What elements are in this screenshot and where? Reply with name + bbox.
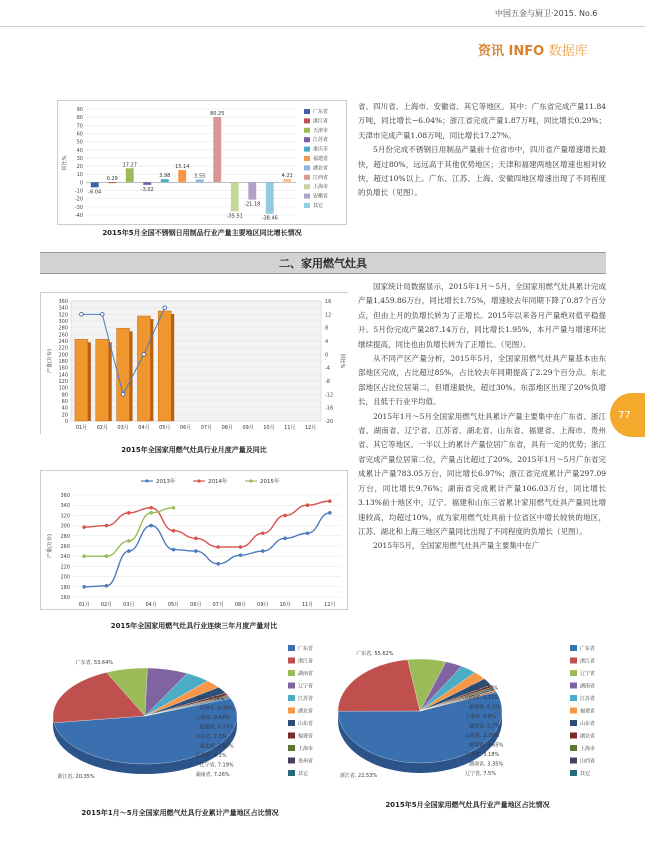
text-block-top <box>358 100 606 201</box>
section-header <box>478 40 588 59</box>
y-tick-label: 30 <box>76 155 83 162</box>
x-tick-label: 11月 <box>301 602 314 608</box>
legend-label: 广东省 <box>298 646 314 652</box>
paragraph-0: 省、四川省、上海市、安徽省、其它等地区。其中：广东省完成产量11.84万吨，同比增长−6.04%；浙江省完成产量1.87万吨，同比增长0.29%；天津市完成产量1.08万吨，同比增长17.27%。 <box>358 102 606 140</box>
x-tick-label: 09月 <box>257 602 269 608</box>
legend-swatch <box>288 745 295 751</box>
slice-label: 福建省, 2.65% <box>469 742 504 749</box>
legend-label: 2014年 <box>208 479 228 485</box>
legend-label: 福建省 <box>580 708 596 715</box>
chart-three-year <box>40 470 348 610</box>
series-point <box>239 553 243 557</box>
slice-label: 其它, 0.34% <box>195 696 225 702</box>
chart-pie-may <box>330 636 605 801</box>
slice-label: 湖北省, 0.7% <box>469 723 500 730</box>
legend-swatch <box>570 733 577 739</box>
y-tick-label: 360 <box>58 299 68 305</box>
legend-swatch <box>570 758 577 764</box>
slice-label: 山西省, 0.15% <box>465 695 500 701</box>
legend-swatch <box>304 194 310 199</box>
legend-swatch <box>570 645 577 651</box>
regional-growth-svg <box>58 101 348 226</box>
slice-label: 上海市, 0.43% <box>195 715 230 721</box>
slice-label: 江苏省, 3.18% <box>465 752 500 758</box>
series-point <box>216 562 220 566</box>
legend-label: 重庆市 <box>313 146 329 153</box>
data-label: 0.29 <box>106 176 118 183</box>
data-label: -6.04 <box>88 189 102 196</box>
y-tick-label: 300 <box>60 523 70 530</box>
legend-label: 天津市 <box>313 127 329 134</box>
paragraph-2: 国家统计局数据显示，2015年1月～5月，全国家用燃气灶具累计完成产量1,459.86万台，同比增长1.75%，增速较去年同期下降了0.87个百分点，但由上月的负增长转为了正增长。2015年以来各月产量绝对值平稳提升。5月份完成产量287.14万台，同比增长1.95%，本月产量与增速环比继续提高，同比也由负增长转为了正增长。（见图）。 <box>358 282 606 349</box>
bar-side <box>88 342 91 421</box>
data-label: 17.27 <box>122 162 137 169</box>
x-tick-label: 01月 <box>75 425 88 431</box>
bar <box>96 339 109 421</box>
legend-label: 其它 <box>298 771 309 777</box>
y2-tick-label: -20 <box>325 419 334 425</box>
magazine-header: 中国五金与厨卫·2015. No.6 <box>495 9 598 18</box>
y-tick-label: 20 <box>61 412 68 419</box>
slice-label: 辽宁省, 7.19% <box>199 762 234 769</box>
series-point <box>216 545 220 549</box>
data-label: -35.51 <box>226 213 243 220</box>
legend-swatch <box>288 658 295 664</box>
bar <box>126 168 134 182</box>
section-en: INFO <box>508 44 545 59</box>
slice-label: 广东省, 53.64% <box>75 660 114 666</box>
x-tick-label: 10月 <box>279 602 291 608</box>
legend-swatch <box>288 695 295 701</box>
legend-label: 江西省 <box>313 174 329 181</box>
bar <box>231 182 239 211</box>
y-tick-label: -40 <box>74 213 83 219</box>
legend-swatch <box>288 670 295 676</box>
slice-label: 江苏省, 4.3% <box>195 753 227 759</box>
legend-swatch <box>304 175 310 180</box>
growth-point <box>163 306 167 310</box>
data-label: 3.55 <box>194 173 206 180</box>
bar <box>178 170 186 182</box>
legend-marker <box>145 479 148 482</box>
x-tick-label: 06月 <box>179 425 192 431</box>
paragraph-1: 5月份完成不锈钢日用制品产量前十位省市中，四川省产量增速增长最快，超过80%，远远高于其他优势地区；天津和福建两地区增速也相对较快，超过10%以上。广东、江苏、上海、安徽四地区增速出现了不同程度的负增长（见图）。 <box>358 145 606 198</box>
series-point <box>172 529 176 533</box>
slice-label: 浙江省, 20.35% <box>57 774 95 780</box>
y-tick-label: 180 <box>58 359 68 365</box>
legend-swatch <box>304 109 310 114</box>
legend-label: 江苏省 <box>298 696 314 702</box>
pie-may-svg <box>330 636 605 801</box>
pie-jan-may-svg <box>40 636 320 801</box>
y2-tick-label: 8 <box>325 325 329 332</box>
legend-label: 2015年 <box>260 479 280 485</box>
legend-label: 福建省 <box>298 733 314 740</box>
bar <box>196 179 204 182</box>
y2-tick-label: -16 <box>325 405 334 412</box>
y-tick-label: 320 <box>60 513 70 520</box>
legend-swatch <box>570 720 577 726</box>
y-tick-label: 40 <box>76 147 83 154</box>
header-divider <box>0 26 645 27</box>
bar <box>158 311 171 421</box>
legend-swatch <box>570 683 577 689</box>
legend-label: 安徽省 <box>313 193 329 200</box>
x-tick-label: 05月 <box>167 602 180 608</box>
series-line <box>84 513 330 587</box>
y-axis-label: 同比% <box>62 155 68 171</box>
y-tick-label: 60 <box>76 131 83 138</box>
y-tick-label: -20 <box>74 196 83 203</box>
series-point <box>283 514 287 518</box>
legend-swatch <box>304 118 310 123</box>
bar <box>248 182 256 199</box>
y2-tick-label: -12 <box>325 392 334 399</box>
bar <box>283 179 291 182</box>
legend-swatch <box>288 645 295 651</box>
slice-label: 辽宁省, 7.5% <box>465 771 496 777</box>
x-tick-label: 08月 <box>221 425 233 431</box>
slice-label: 山东省, 2.26% <box>465 733 500 739</box>
data-label: 3.98 <box>159 173 171 180</box>
legend-swatch <box>570 708 577 714</box>
chart-regional-growth <box>57 100 347 225</box>
section-title: 二、家用燃气灶具 <box>40 252 606 274</box>
y-tick-label: 260 <box>60 544 70 550</box>
y-tick-label: 360 <box>60 493 70 499</box>
bar-side <box>109 342 112 421</box>
y-tick-label: 80 <box>76 115 83 122</box>
slice-label: 广东省, 55.62% <box>356 651 394 657</box>
chart-pie-jan-may <box>40 636 320 801</box>
series-point <box>127 549 131 553</box>
legend-label: 江苏省 <box>313 137 329 144</box>
growth-point <box>100 313 104 317</box>
legend-swatch <box>570 770 577 776</box>
legend-swatch <box>570 670 577 676</box>
legend-label: 浙江省 <box>580 658 596 665</box>
y-tick-label: 280 <box>60 533 70 540</box>
legend-label: 浙江省 <box>298 658 314 665</box>
series-point <box>261 531 265 535</box>
series-point <box>306 503 310 507</box>
caption-pie-may: 2015年5月全国家用燃气灶具行业产量地区占比情况 <box>385 801 550 809</box>
growth-point <box>142 353 146 357</box>
y-tick-label: 0 <box>64 419 68 425</box>
y-tick-label: 340 <box>58 305 68 312</box>
bar <box>143 182 151 184</box>
legend-label: 其它 <box>313 203 324 209</box>
legend-label: 福建省 <box>313 156 329 162</box>
y-tick-label: 80 <box>61 392 68 399</box>
series-point <box>105 554 109 558</box>
y-tick-label: 50 <box>76 139 83 146</box>
legend-swatch <box>304 147 310 152</box>
series-line <box>84 501 330 547</box>
x-tick-label: 05月 <box>159 425 171 431</box>
chart-monthly-output <box>40 292 348 434</box>
series-point <box>306 531 310 535</box>
legend-swatch <box>304 165 310 170</box>
legend-swatch <box>304 184 310 189</box>
bar <box>117 328 130 421</box>
x-tick-label: 09月 <box>242 425 254 431</box>
legend-label: 上海市 <box>580 746 596 752</box>
legend-label: 2013年 <box>156 479 176 485</box>
legend-label: 广东省 <box>313 109 329 115</box>
growth-point <box>80 313 84 317</box>
y-tick-label: 240 <box>58 339 68 345</box>
y-tick-label: 220 <box>60 564 70 571</box>
series-point <box>172 548 176 552</box>
y-tick-label: 10 <box>76 172 83 179</box>
legend-label: 辽宁省 <box>580 671 596 677</box>
legend-marker <box>249 479 252 482</box>
x-tick-label: 12月 <box>324 602 336 608</box>
y-tick-label: 180 <box>60 584 70 591</box>
bar-side <box>171 314 174 421</box>
legend-label: 上海市 <box>298 746 314 752</box>
section-cn: 资讯 <box>478 44 505 59</box>
y2-tick-label: 4 <box>325 339 329 345</box>
legend-swatch <box>304 203 310 208</box>
series-point <box>172 506 176 510</box>
legend-label: 湖北省 <box>580 733 596 740</box>
caption-monthly-output: 2015年全国家用燃气灶具行业月度产量及同比 <box>121 446 267 454</box>
x-tick-label: 08月 <box>234 602 247 608</box>
slice-label: 福建省, 0.77% <box>199 724 234 731</box>
legend-swatch <box>570 658 577 664</box>
legend-label: 湖北省 <box>313 165 329 172</box>
legend-label: 湖北省 <box>298 708 314 715</box>
slice-label: 福建省, 0.5% <box>469 704 500 711</box>
x-tick-label: 04月 <box>145 602 157 608</box>
legend-label: 山西省 <box>580 758 596 765</box>
legend-label: 江苏省 <box>580 696 596 702</box>
x-tick-label: 01月 <box>78 602 90 608</box>
y-tick-label: 100 <box>58 385 68 392</box>
series-point <box>127 511 131 515</box>
legend-swatch <box>288 758 295 764</box>
paragraph-3: 从不同产区产量分析，2015年5月，全国家用燃气灶具产量基本由东部地区完成，占比超过85%，占比较去年同期提高了2.29个百分点。东北部地区占比位居第二，但增速最快，超过30%。东部地区出现了20%负增长，且低于行业平均值。 <box>358 354 606 407</box>
legend-swatch <box>288 733 295 739</box>
paragraph-4: 2015年1月～5月全国家用燃气灶具累计产量主要集中在广东省、浙江省、湖南省、辽宁省、江苏省、湖北省、山东省、福建省、上海市、贵州省、其它等地区。一半以上的累计产量位居广东省，具有一定的优势；浙江省完成产量位居第二位，产量占比超过了20%。2015年1月～5月广东省完成累计产量783.05万台，同比增长6.97%；浙江省完成累计产量297.09万台，同比增长9.76%；湖南省完成累计产量106.03万台，同比增长3.13%前十地区中，辽宁、福建和山东三省累计家用燃气灶具产量同比增速较高，均超过10%，成为家用燃气灶具前十位省区中增长较快的地区，江苏、湖北和上海三地区产量同比出现了不同程度的负增长（见图）。 <box>358 411 606 536</box>
y-axis-label: 产量(万台) <box>47 534 53 558</box>
series-point <box>194 537 198 541</box>
legend-swatch <box>304 156 310 161</box>
y-tick-label: 40 <box>61 405 68 412</box>
bar <box>161 179 169 182</box>
y-tick-label: 240 <box>60 554 70 561</box>
y-tick-label: 20 <box>76 164 83 171</box>
y-tick-label: 140 <box>58 372 68 379</box>
slice-label: 其它, 0.39% <box>469 685 499 692</box>
slice-label: 贵州省, 0.36% <box>199 705 234 712</box>
bar <box>108 182 116 183</box>
y-tick-label: 300 <box>58 319 68 325</box>
legend-label: 其它 <box>580 771 591 777</box>
data-label: 4.21 <box>281 172 293 179</box>
legend-label: 贵州省 <box>298 758 314 765</box>
legend-marker <box>197 479 200 482</box>
x-tick-label: 11月 <box>284 425 296 431</box>
series-point <box>328 511 332 515</box>
series-point <box>82 525 86 529</box>
x-tick-label: 02月 <box>100 602 113 608</box>
y-tick-label: 260 <box>58 332 68 339</box>
y-tick-label: 200 <box>60 574 70 581</box>
x-tick-label: 07月 <box>212 602 224 608</box>
series-point <box>82 554 86 558</box>
series-point <box>105 524 109 528</box>
data-label: -38.46 <box>261 215 278 222</box>
x-tick-label: 03月 <box>117 425 129 431</box>
data-label: 80.25 <box>210 110 225 117</box>
x-tick-label: 03月 <box>123 602 135 608</box>
caption-regional-growth: 2015年5月全国不锈钢日用制品行业产量主要地区同比增长情况 <box>102 229 302 237</box>
y-tick-label: 340 <box>60 503 70 510</box>
legend-swatch <box>288 708 295 714</box>
legend-label: 山东省 <box>580 721 596 727</box>
y-tick-label: 0 <box>79 180 83 187</box>
series-point <box>239 545 243 549</box>
y2-tick-label: 0 <box>325 352 329 359</box>
y-tick-label: 280 <box>58 325 68 332</box>
text-block-main <box>358 280 606 554</box>
legend-label: 湖南省 <box>298 671 314 677</box>
data-label: -3.02 <box>140 186 154 193</box>
y-tick-label: -10 <box>74 188 83 195</box>
y-tick-label: 60 <box>61 399 68 405</box>
bar <box>213 117 221 182</box>
monthly-output-svg <box>41 293 349 435</box>
legend-swatch <box>288 720 295 726</box>
y-tick-label: 160 <box>58 365 68 372</box>
legend-swatch <box>304 128 310 133</box>
y-tick-label: 120 <box>58 379 68 385</box>
legend-swatch <box>570 695 577 701</box>
caption-three-year: 2015年全国家用燃气灶具行业连续三年月度产量对比 <box>110 622 278 630</box>
legend-label: 上海市 <box>313 184 329 191</box>
y2-tick-label: -8 <box>325 379 330 385</box>
slice-label: 山东省, 2.3% <box>195 734 227 740</box>
data-label: 15.14 <box>175 164 190 171</box>
x-tick-label: 04月 <box>138 425 150 431</box>
legend-label: 山东省 <box>298 721 314 727</box>
series-point <box>105 584 109 588</box>
x-tick-label: 02月 <box>96 425 108 431</box>
y-tick-label: 200 <box>58 352 68 359</box>
series-point <box>194 549 198 553</box>
y-tick-label: 320 <box>58 312 68 319</box>
series-point <box>283 537 287 541</box>
legend-swatch <box>288 770 295 776</box>
y-tick-label: -30 <box>74 204 83 211</box>
slice-label: 湖北省, 2.85% <box>199 743 234 750</box>
x-tick-label: 10月 <box>263 425 275 431</box>
series-point <box>328 499 332 503</box>
y2-tick-label: 16 <box>325 299 332 305</box>
section-db: 数据库 <box>548 44 588 59</box>
legend-label: 广东省 <box>580 646 596 652</box>
y-tick-label: 70 <box>76 123 83 130</box>
legend-label: 辽宁省 <box>298 683 314 690</box>
data-label: -21.18 <box>244 201 261 208</box>
x-tick-label: 12月 <box>304 425 317 431</box>
legend-swatch <box>288 683 295 689</box>
growth-point <box>121 393 125 397</box>
legend-swatch <box>570 745 577 751</box>
y-axis-label: 产量(万台) <box>47 349 53 373</box>
slice-label: 湖南省, 3.35% <box>469 761 504 768</box>
bar <box>91 182 99 187</box>
bar <box>266 182 274 213</box>
paragraph-5: 2015年5月，全国家用燃气灶具产量主要集中在广 <box>373 541 540 551</box>
series-point <box>261 549 265 553</box>
series-point <box>149 524 153 528</box>
y2-tick-label: 12 <box>325 312 332 319</box>
series-point <box>82 585 86 589</box>
page-number-tab: 77 <box>610 393 645 437</box>
y2-axis-label: 同比% <box>339 353 345 369</box>
bar <box>137 316 150 421</box>
legend-label: 浙江省 <box>313 118 329 125</box>
three-year-svg <box>41 471 349 611</box>
series-point <box>149 506 153 510</box>
caption-pie-jan-may: 2015年1月～5月全国家用燃气灶具行业累计产量地区占比情况 <box>81 809 279 817</box>
x-tick-label: 07月 <box>200 425 213 431</box>
y2-tick-label: -4 <box>325 365 330 372</box>
bar <box>75 339 88 421</box>
series-point <box>149 511 153 515</box>
slice-label: 湖南省, 7.26% <box>195 772 230 778</box>
legend-label: 湖南省 <box>580 683 596 690</box>
pie-slice <box>338 660 420 712</box>
slice-label: 浙江省, 22.53% <box>339 773 378 779</box>
series-point <box>127 539 131 543</box>
y-tick-label: 160 <box>60 595 70 601</box>
legend-swatch <box>304 137 310 142</box>
x-tick-label: 06月 <box>190 602 202 608</box>
slice-label: 上海市, 0.6% <box>465 714 496 720</box>
y-tick-label: 220 <box>58 345 68 352</box>
y-tick-label: 90 <box>76 107 83 113</box>
